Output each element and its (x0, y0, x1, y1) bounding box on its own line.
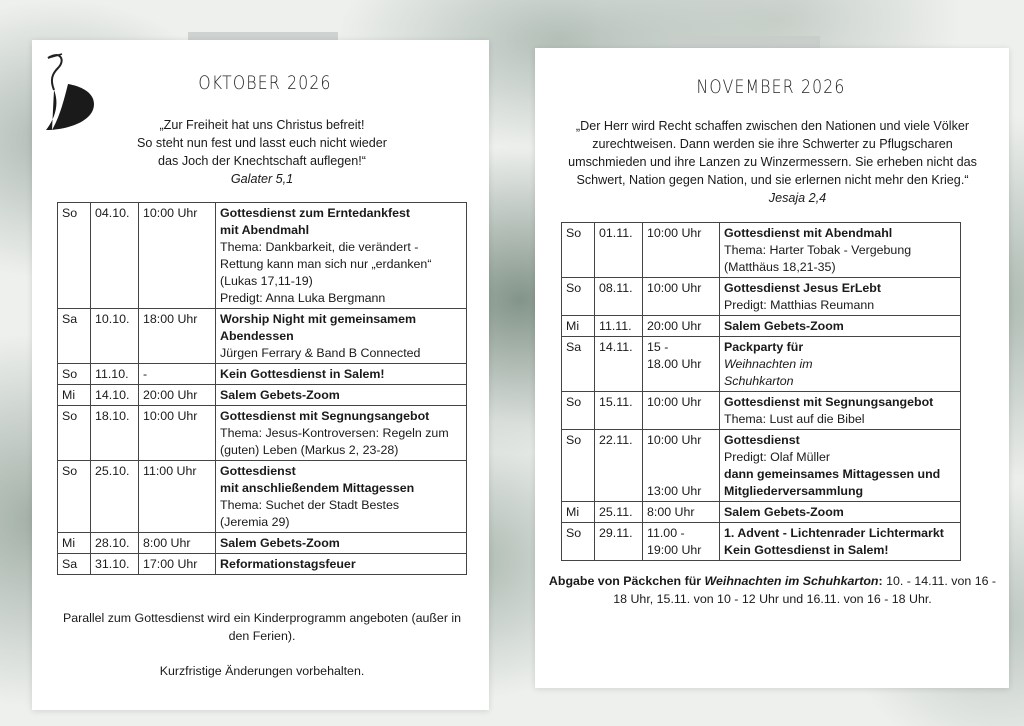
event-detail: Jürgen Ferrary & Band B Connected (220, 346, 421, 360)
event-description (720, 337, 961, 392)
event-detail: Predigt: Matthias Reumann (724, 298, 875, 312)
event-date: 11.11. (595, 316, 643, 337)
event-description (216, 203, 467, 309)
event-day: So (562, 430, 595, 502)
table-row (58, 203, 467, 309)
quote-line: „Zur Freiheit hat uns Christus befreit! (159, 118, 365, 132)
table-row (58, 461, 467, 533)
note-line: (außer in den Ferien). (228, 611, 462, 643)
event-date: 14.10. (91, 385, 139, 406)
event-time (643, 316, 720, 337)
table-row (562, 523, 961, 561)
table-row (58, 385, 467, 406)
event-time-line: 11.00 - (647, 526, 685, 540)
event-date: 01.11. (595, 223, 643, 278)
event-time-line: 10:00 Uhr (143, 409, 198, 423)
event-day: Sa (58, 554, 91, 575)
quote-line: Schwert, Nation gegen Nation, und sie erlernen nicht mehr den Krieg.“ (576, 173, 969, 187)
event-time-line: 15 - (647, 340, 669, 354)
note-title-post: : (878, 574, 883, 588)
table-row (562, 392, 961, 430)
event-description (720, 523, 961, 561)
table-row (562, 430, 961, 502)
event-date: 25.10. (91, 461, 139, 533)
event-time-line: 10:00 Uhr (143, 206, 198, 220)
event-description (216, 364, 467, 385)
event-detail: Thema: Lust auf die Bibel (724, 412, 865, 426)
event-day: So (562, 392, 595, 430)
event-time-line: 10:00 Uhr (647, 226, 702, 240)
event-date: 15.11. (595, 392, 643, 430)
event-time-line (647, 466, 715, 483)
event-day: Sa (562, 337, 595, 392)
bible-quote-october (72, 116, 452, 188)
note-line: Parallel zum Gottesdienst wird ein Kinderprogramm angeboten (62, 611, 408, 625)
shoebox-dropoff-note (545, 572, 1000, 608)
event-day: So (58, 461, 91, 533)
event-detail: Thema: Jesus-Kontroversen: Regeln zum (220, 426, 449, 440)
event-time (139, 385, 216, 406)
table-row (562, 316, 961, 337)
event-time (139, 554, 216, 575)
event-detail: Predigt: Olaf Müller (724, 450, 831, 464)
event-time (139, 364, 216, 385)
october-schedule-table (57, 202, 467, 575)
event-title: Gottesdienst (220, 464, 296, 478)
event-time-line: 13:00 Uhr (647, 484, 702, 498)
event-time (643, 392, 720, 430)
table-row (58, 554, 467, 575)
event-title: mit anschließendem Mittagessen (220, 481, 415, 495)
event-time-line: 10:00 Uhr (647, 395, 702, 409)
event-title: 1. Advent - Lichtenrader Lichtermarkt (724, 526, 944, 540)
event-title-italic: Schuhkarton (724, 374, 794, 388)
event-description (720, 316, 961, 337)
event-title: Abendessen (220, 329, 294, 343)
event-title: Kein Gottesdienst in Salem! (724, 543, 889, 557)
event-title: dann gemeinsames Mittagessen und (724, 467, 941, 481)
event-title: Salem Gebets-Zoom (220, 536, 340, 550)
event-date: 10.10. (91, 309, 139, 364)
event-description (720, 502, 961, 523)
event-title: Gottesdienst mit Segnungsangebot (220, 409, 430, 423)
quote-reference: Jesaja 2,4 (768, 191, 827, 205)
quote-line: So steht nun fest und lasst euch nicht wieder (137, 136, 387, 150)
quote-line: „Der Herr wird Recht schaffen zwischen den Nationen und viele Völker (575, 119, 970, 133)
quote-line: umschmieden und ihre Lanzen zu Winzermessern. Sie erheben nicht das (568, 155, 977, 169)
event-time (643, 337, 720, 392)
event-detail: Rettung kann man sich nur „erdanken“ (220, 257, 432, 271)
kids-program-note (52, 609, 472, 645)
table-row (562, 223, 961, 278)
event-description (720, 392, 961, 430)
event-time (139, 406, 216, 461)
event-title: Salem Gebets-Zoom (724, 319, 844, 333)
quote-line: zurechtweisen. Dann werden sie ihre Schwerter zu Pflugscharen (592, 137, 953, 151)
table-row (58, 406, 467, 461)
event-day: Mi (562, 316, 595, 337)
event-detail: Thema: Suchet der Stadt Bestes (220, 498, 400, 512)
table-row (58, 533, 467, 554)
event-time-line: 8:00 Uhr (647, 505, 695, 519)
note-title (549, 574, 886, 588)
note-title-italic: Weihnachten im Schuhkarton (704, 574, 879, 588)
event-time (643, 223, 720, 278)
event-time (139, 203, 216, 309)
table-row (58, 309, 467, 364)
event-time-line: 10:00 Uhr (647, 281, 702, 295)
event-day: Sa (58, 309, 91, 364)
event-date: 08.11. (595, 278, 643, 316)
event-time-line: 18.00 Uhr (647, 357, 702, 371)
event-date: 04.10. (91, 203, 139, 309)
event-title: Kein Gottesdienst in Salem! (220, 367, 385, 381)
event-date: 31.10. (91, 554, 139, 575)
event-title: mit Abendmahl (220, 223, 310, 237)
event-time (643, 502, 720, 523)
event-day: So (562, 223, 595, 278)
event-time-line: - (143, 367, 148, 381)
event-title: Gottesdienst mit Abendmahl (724, 226, 893, 240)
event-description (216, 554, 467, 575)
event-time (643, 278, 720, 316)
event-description (216, 461, 467, 533)
event-date: 18.10. (91, 406, 139, 461)
table-row (562, 278, 961, 316)
event-time-line: 17:00 Uhr (143, 557, 198, 571)
table-row (562, 337, 961, 392)
quote-reference: Galater 5,1 (230, 172, 294, 186)
event-title-line (724, 373, 956, 390)
event-description (216, 385, 467, 406)
event-date: 28.10. (91, 533, 139, 554)
event-title: Gottesdienst zum Erntedankfest (220, 206, 411, 220)
event-time (139, 461, 216, 533)
bible-quote-november (540, 117, 1005, 207)
event-time-line: 8:00 Uhr (143, 536, 191, 550)
month-title-november: NOVEMBER 2026 (696, 76, 846, 98)
event-detail: Thema: Dankbarkeit, die verändert - (220, 240, 419, 254)
event-title-italic: Weihnachten im (724, 357, 813, 371)
event-day: So (58, 203, 91, 309)
event-detail: (Jeremia 29) (220, 515, 290, 529)
table-row (562, 502, 961, 523)
event-time-line: 19:00 Uhr (647, 543, 702, 557)
event-day: Mi (58, 385, 91, 406)
event-detail: (Matthäus 18,21-35) (724, 260, 836, 274)
event-day: So (58, 406, 91, 461)
event-time (643, 430, 720, 502)
note-line: 15.11. von 10 - 12 Uhr und (656, 592, 804, 606)
event-time-line: 18:00 Uhr (143, 312, 198, 326)
event-day: So (58, 364, 91, 385)
event-title: Salem Gebets-Zoom (724, 505, 844, 519)
event-description (216, 406, 467, 461)
event-description (720, 430, 961, 502)
event-time-line: 11:00 Uhr (143, 464, 197, 478)
event-time-line: 20:00 Uhr (143, 388, 198, 402)
event-day: Mi (562, 502, 595, 523)
event-time (643, 523, 720, 561)
event-title: Gottesdienst Jesus ErLebt (724, 281, 881, 295)
event-description (720, 278, 961, 316)
event-title: Gottesdienst (724, 433, 800, 447)
event-title: Worship Night mit gemeinsamem (220, 312, 416, 326)
event-date: 25.11. (595, 502, 643, 523)
note-line: 10. - 14.11. von 16 - 18 Uhr, (613, 574, 997, 606)
event-title-line (724, 339, 956, 373)
event-description (216, 533, 467, 554)
event-time (139, 533, 216, 554)
event-day: So (562, 523, 595, 561)
event-day: Mi (58, 533, 91, 554)
quote-line: das Joch der Knechtschaft auflegen!“ (158, 154, 366, 168)
event-date: 22.11. (595, 430, 643, 502)
event-detail: (guten) Leben (Markus 2, 23-28) (220, 443, 399, 457)
event-detail: Thema: Harter Tobak - Vergebung (724, 243, 912, 257)
event-description (216, 309, 467, 364)
november-schedule-table (561, 222, 961, 561)
note-line: 16.11. von 16 - 18 Uhr. (806, 592, 932, 606)
event-title: Gottesdienst mit Segnungsangebot (724, 395, 934, 409)
month-title-october: OKTOBER 2026 (198, 72, 332, 94)
note-title-pre: Abgabe von Päckchen für (548, 574, 705, 588)
event-time (139, 309, 216, 364)
event-detail: Predigt: Anna Luka Bergmann (220, 291, 386, 305)
event-title: Mitgliederversammlung (724, 484, 864, 498)
event-date: 11.10. (91, 364, 139, 385)
event-time-line: 10:00 Uhr (647, 433, 702, 447)
event-date: 29.11. (595, 523, 643, 561)
changes-note: Kurzfristige Änderungen vorbehalten. (159, 664, 365, 678)
event-detail: (Lukas 17,11-19) (220, 274, 313, 288)
event-title-part: Packparty für (724, 340, 804, 354)
event-time-line: 20:00 Uhr (647, 319, 702, 333)
event-day: So (562, 278, 595, 316)
event-title: Salem Gebets-Zoom (220, 388, 340, 402)
event-time-line (647, 449, 715, 466)
event-title: Reformationstagsfeuer (220, 557, 356, 571)
table-row (58, 364, 467, 385)
event-description (720, 223, 961, 278)
event-date: 14.11. (595, 337, 643, 392)
